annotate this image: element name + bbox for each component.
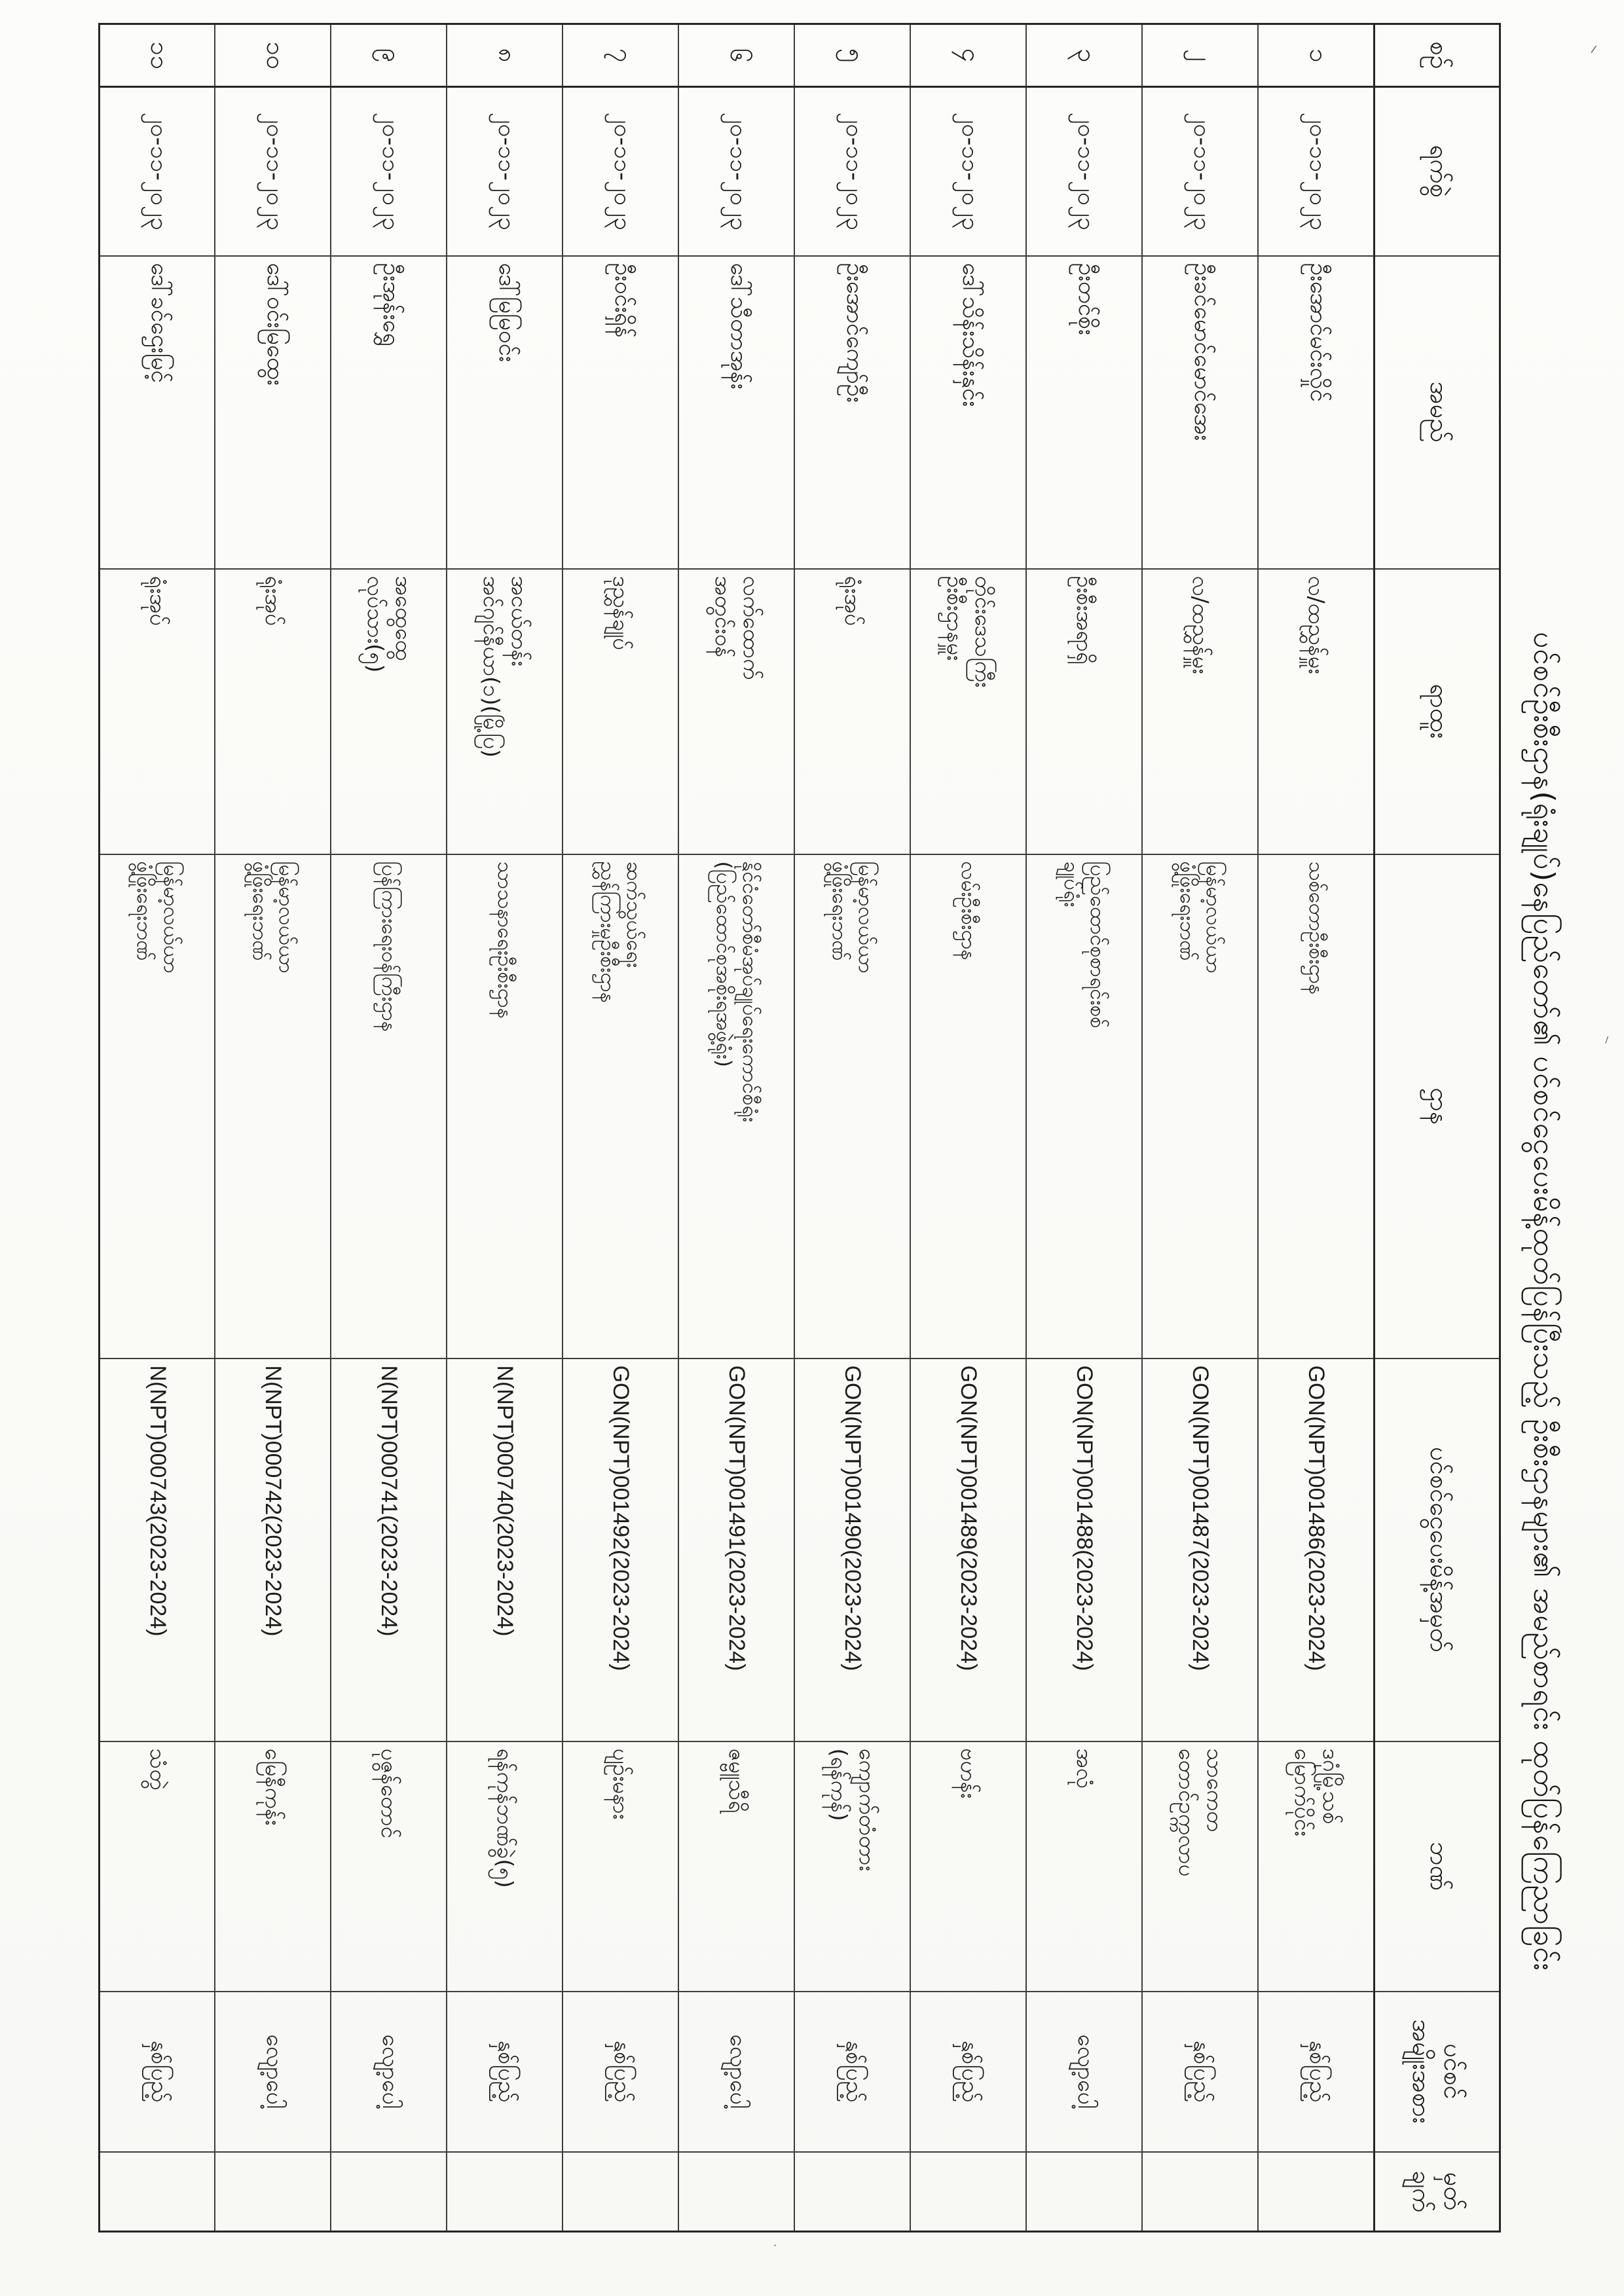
pension-table [98, 23, 1501, 2232]
scan-artifact: ၊ [1602, 1029, 1612, 1048]
cell-position: ရုံးအုပ် [795, 569, 911, 854]
cell-date: ၂၀-၁၁-၂၀၂၃ [447, 87, 563, 256]
table-row [100, 24, 215, 2232]
cell-department: ဆက်သွယ်ရေး ညွှန်ကြားမှုဦးစီးဌာန [563, 854, 679, 1358]
cell-pension-type: လျော့ပေါ့ [679, 1992, 795, 2152]
cell-department: မြန်မာ့လယ်ယာ ဖွံ့ဖြိုးရေးဘဏ် [1143, 854, 1259, 1358]
table-row [1027, 24, 1143, 2232]
cell-pension-type: နှစ်ပြည့် [1259, 1992, 1375, 2152]
cell-department: မြန်မာ့လယ်ယာ ဖွံ့ဖြိုးရေးဘဏ် [215, 854, 331, 1358]
cell-pension-type: နှစ်ပြည့် [563, 1992, 679, 2152]
cell-date: ၂၀-၁၁-၂၀၂၃ [215, 87, 331, 256]
cell-bank: အလုံ [1027, 1741, 1143, 1992]
cell-name: ဦးအောင်ကျော်ဦး [795, 256, 911, 569]
cell-name: ဦးအုန်းရွှေ [331, 256, 447, 569]
cell-no: ၉ [331, 24, 447, 87]
cell-date: ၂၀-၁၁-၂၀၂၃ [679, 87, 795, 256]
cell-pension-type: နှစ်ပြည့် [447, 1992, 563, 2152]
cell-department: ပြည်ထောင်စုစာရင်းစစ် ချုပ်ရုံး [1027, 854, 1143, 1358]
cell-order-no: GON(NPT)001488(2023-2024) [1027, 1358, 1143, 1741]
cell-pension-type: လျော့ပေါ့ [1027, 1992, 1143, 2152]
cell-department: မြန်မာ့လယ်ယာ ဖွံ့ဖြိုးရေးဘဏ် [100, 854, 215, 1358]
table-row [911, 24, 1027, 2232]
header-order-no: ပင်စင်ငွေပေးမိန့်အမှတ် [1375, 1358, 1500, 1741]
cell-no: ၃ [1027, 24, 1143, 87]
cell-department: သစ်တောဦးစီးဌာန [1259, 854, 1375, 1358]
cell-date: ၂၀-၁၁-၂၀၂၃ [795, 87, 911, 256]
cell-order-no: GON(NPT)001490(2023-2024) [795, 1358, 911, 1741]
cell-pension-type: လျော့ပေါ့ [331, 1992, 447, 2152]
cell-pension-type: နှစ်ပြည့် [1143, 1992, 1259, 2152]
cell-date: ၂၀-၁၁-၂၀၂၃ [911, 87, 1027, 256]
cell-date: ၂၀-၁၁-၂၀၂၃ [331, 87, 447, 256]
cell-order-no: N(NPT)000740(2023-2024) [447, 1358, 563, 1741]
scan-artifact: ၊ [1587, 37, 1603, 58]
cell-order-no: GON(NPT)001492(2023-2024) [563, 1358, 679, 1741]
cell-order-no: GON(NPT)001491(2023-2024) [679, 1358, 795, 1741]
cell-position: တိုင်းဒေသကြီး ဦးစီးဌာနမှူး [911, 569, 1027, 854]
cell-remark [447, 2152, 563, 2232]
cell-no: ၁၁ [100, 24, 215, 87]
cell-no: ၇ [563, 24, 679, 87]
cell-bank: ပုဇွန်တောင် [331, 1741, 447, 1992]
cell-bank: ဇမ္ဗူသီရိ [679, 1741, 795, 1992]
cell-remark [215, 2152, 331, 2232]
cell-order-no: N(NPT)000742(2023-2024) [215, 1358, 331, 1741]
cell-remark [679, 2152, 795, 2232]
cell-name: ဦးအောင်မင်းလှိုင် [1259, 256, 1375, 569]
cell-no: ၄ [911, 24, 1027, 87]
cell-name: ဒေါ်ဝင်းမြထွေး [215, 256, 331, 569]
cell-position: လ/ထညွှန်မှူး [1259, 569, 1375, 854]
cell-bank: ဒဂုံမြို့သစ် မြောက်ပိုင်း [1259, 1741, 1375, 1992]
header-bank: ဘဏ် [1375, 1741, 1500, 1992]
cell-pension-type: နှစ်ပြည့် [911, 1992, 1027, 2152]
cell-bank: မြေနီကုန်း [215, 1741, 331, 1992]
header-position: ရာထူး [1375, 569, 1500, 854]
table-row [447, 24, 563, 2232]
table-body [100, 24, 1375, 2232]
cell-no: ၁ [1259, 24, 1375, 87]
cell-remark [1027, 2152, 1143, 2232]
header-no: စဉ် [1375, 24, 1500, 87]
cell-remark [911, 2152, 1027, 2232]
cell-position: အထွေထွေ လုပ်သား(၅) [331, 569, 447, 854]
cell-department: မြန်မာ့လယ်ယာ ဖွံ့ဖြိုးရေးဘဏ် [795, 854, 911, 1358]
cell-no: ၈ [447, 24, 563, 87]
cell-no: ၆ [679, 24, 795, 87]
cell-department: သာသနာရေးဦးစီးဌာန [447, 854, 563, 1358]
cell-no: ၁၀ [215, 24, 331, 87]
document-title: ပင်စင်ဦးစီးဌာန(ရုံးချုပ်)နေပြည်တော်၏ ပင်စင်ငွေပေးမိန့်ထုတ်ပြန်ပြီးသည့် ဦးစီးဌာနများ၏ အမည်စာရင်း ထုတ်ပြန်ကြေညာခြင်း [1527, 632, 1560, 1971]
cell-position: ဦးစီးအရာရှိ [1027, 569, 1143, 854]
cell-department: ပြန်ကြားရေးဝန်ကြီးဌာန [331, 854, 447, 1358]
cell-name: ဦးခင်မောင်မောင်အေး [1143, 256, 1259, 569]
cell-date: ၂၀-၁၁-၂၀၂၃ [1143, 87, 1259, 256]
cell-position: ရုံးအုပ် [100, 569, 215, 854]
cell-name: ဦးတင်စိုး [1027, 256, 1143, 569]
cell-remark [563, 2152, 679, 2232]
cell-order-no: GON(NPT)001489(2023-2024) [911, 1358, 1027, 1741]
cell-name: ဒေါ်သီတာအုန်း [679, 256, 795, 569]
header-department: ဌာန [1375, 854, 1500, 1358]
table-row [1259, 24, 1375, 2232]
cell-no: ၅ [795, 24, 911, 87]
cell-remark [1143, 2152, 1259, 2232]
cell-pension-type: နှစ်ပြည့် [100, 1992, 215, 2152]
header-pension-type: ပင်စင် အမျိုးအစား [1375, 1992, 1500, 2152]
cell-name: ဒေါ်ခင်ဌေးမြင့် [100, 256, 215, 569]
cell-pension-type: လျော့ပေါ့ [215, 1992, 331, 2152]
cell-date: ၂၀-၁၁-၂၀၂၃ [563, 87, 679, 256]
cell-date: ၂၀-၁၁-၂၀၂၃ [100, 87, 215, 256]
header-remark: မှတ် ချက် [1375, 2152, 1500, 2232]
cell-department: နိုင်ငံတော်စီမံအုပ်ချုပ်ရေးကောင်စီရုံး (ပြည်ထောင်စုအစိုးရအဖွဲ့ရုံး) [679, 854, 795, 1358]
cell-name: ဒေါ်မြမြဝင်း [447, 256, 563, 569]
cell-bank: သာကေတ တောင်ဥက္ကလာပ [1143, 1741, 1259, 1992]
cell-order-no: N(NPT)000741(2023-2024) [331, 1358, 447, 1741]
cell-position: အငယ်တန်း အင်ဂျင်နီယာ(၁)(မြို့ပြ) [447, 569, 563, 854]
table-row [563, 24, 679, 2232]
cell-remark [1259, 2152, 1375, 2232]
cell-remark [100, 2152, 215, 2232]
table-row [1143, 24, 1259, 2232]
cell-pension-type: နှစ်ပြည့် [795, 1992, 911, 2152]
cell-position: လ/ထညွှန်မှူး [1143, 569, 1259, 854]
cell-position: ဒုညွှန်ချုပ် [563, 569, 679, 854]
cell-name: ဒေါ်သိန်းသိန်းနှင်း [911, 256, 1027, 569]
header-name: အမည် [1375, 256, 1500, 569]
cell-remark [795, 2152, 911, 2232]
cell-order-no: GON(NPT)001486(2023-2024) [1259, 1358, 1375, 1741]
cell-department: လမ်းဦးစီးဌာန [911, 854, 1027, 1358]
cell-date: ၂၀-၁၁-၂၀၂၃ [1259, 87, 1375, 256]
cell-order-no: GON(NPT)001487(2023-2024) [1143, 1358, 1259, 1741]
header-date: ရက်စွဲ [1375, 87, 1500, 256]
cell-order-no: N(NPT)000743(2023-2024) [100, 1358, 215, 1741]
cell-date: ၂၀-၁၁-၂၀၂၃ [1027, 87, 1143, 256]
cell-no: ၂ [1143, 24, 1259, 87]
scan-artifact: . [773, 2234, 777, 2250]
table-row [679, 24, 795, 2232]
cell-position: ရုံးအုပ် [215, 569, 331, 854]
cell-bank: ရန်ကုန်ဘဏ်ခွဲ(၅) [447, 1741, 563, 1992]
table-header-row [1375, 24, 1500, 2232]
table-row [215, 24, 331, 2232]
cell-bank: ကျောက်တံတား (ရန်ကုန်) [795, 1741, 911, 1992]
cell-bank: သံတွဲ [100, 1741, 215, 1992]
cell-name: ဦးဝင်းရှိန် [563, 256, 679, 569]
cell-bank: ပျဉ်းမနား [563, 1741, 679, 1992]
table-row [795, 24, 911, 2232]
cell-position: လက်ထောက် အတွင်းဝန် [679, 569, 795, 854]
cell-bank: ဗဟန်း [911, 1741, 1027, 1992]
cell-remark [331, 2152, 447, 2232]
table-row [331, 24, 447, 2232]
